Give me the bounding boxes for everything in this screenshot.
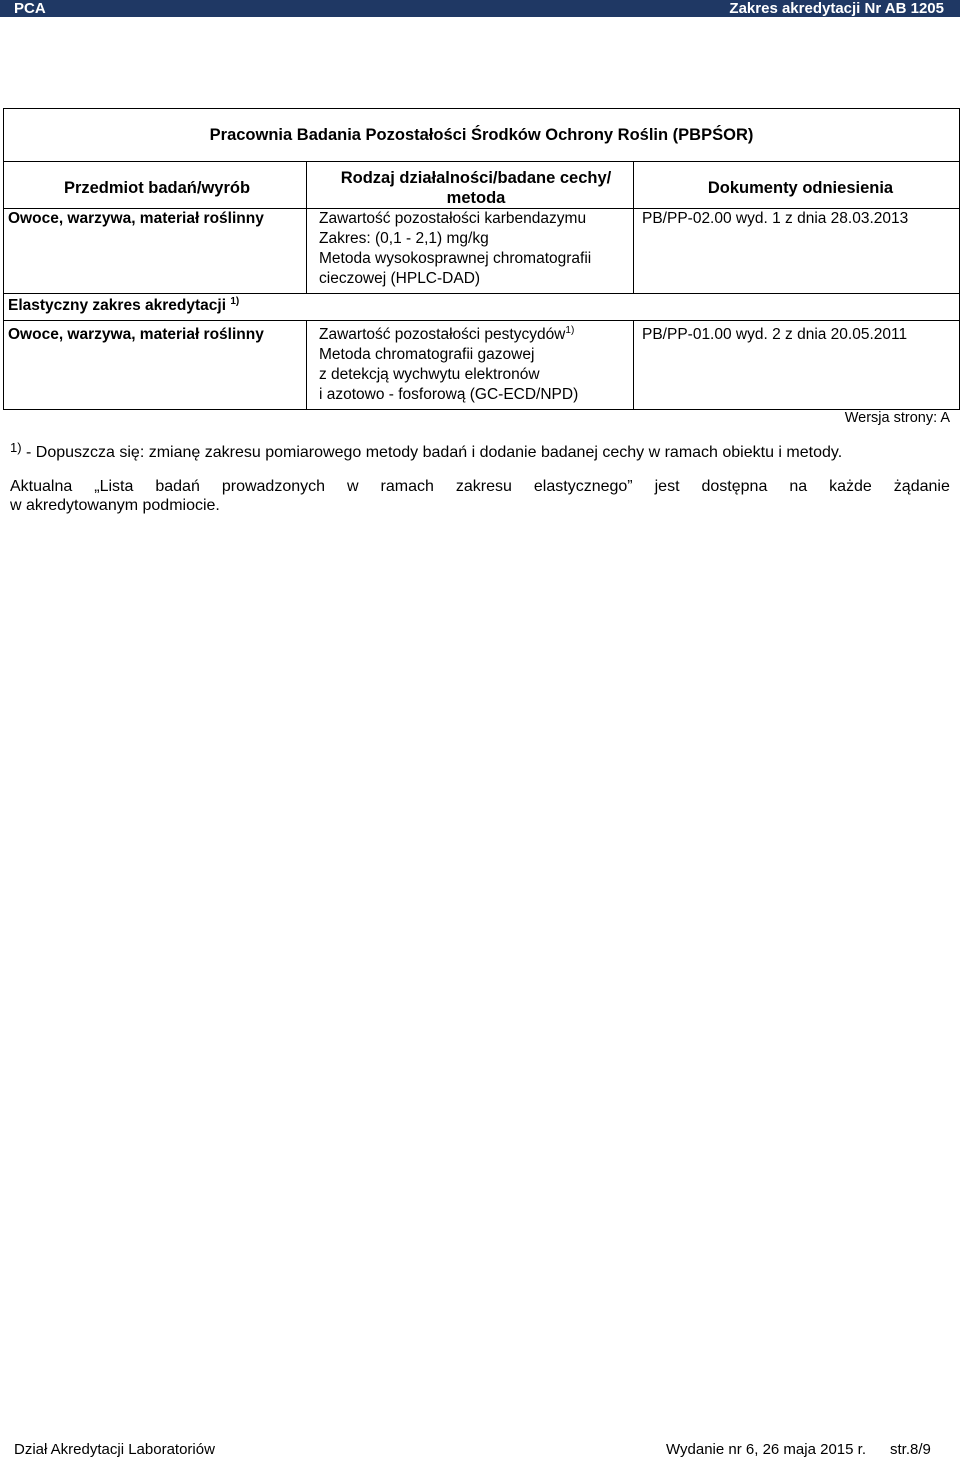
header-documents: Dokumenty odniesienia bbox=[634, 162, 960, 209]
header-activity: Rodzaj działalności/badane cechy/ metoda bbox=[307, 162, 634, 209]
row2-document: PB/PP-01.00 wyd. 2 z dnia 20.05.2011 bbox=[634, 321, 960, 410]
flex-scope-paragraph bbox=[10, 477, 950, 515]
row1-subject: Owoce, warzywa, materiał roślinny bbox=[4, 209, 307, 294]
footnote-marker: 1) bbox=[10, 440, 22, 455]
header-title: Zakres akredytacji Nr AB 1205 bbox=[729, 0, 944, 17]
scope-table bbox=[3, 108, 960, 410]
page-version: Wersja strony: A bbox=[844, 410, 950, 426]
table-header-row bbox=[4, 162, 960, 209]
paragraph-line-1: Aktualna „Lista badań prowadzonych w ramach zakresu elastycznego” jest dostępna na każde żądanie bbox=[10, 478, 950, 495]
row1-method: Zawartość pozostałości karbendazymu Zakres: (0,1 - 2,1) mg/kg Metoda wysokosprawnej chromatografii cieczowej (HPLC-DAD) bbox=[307, 209, 634, 294]
flex-scope-row bbox=[4, 294, 960, 321]
footer-department: Dział Akredytacji Laboratoriów bbox=[14, 1441, 215, 1458]
page-header bbox=[0, 0, 960, 17]
footer-edition: Wydanie nr 6, 26 maja 2015 r. bbox=[666, 1441, 866, 1458]
footer-page-number: str.8/9 bbox=[890, 1441, 931, 1458]
row2-method: Zawartość pozostałości pestycydów$^{1)}$ Metoda chromatografii gazowej z detekcją wychwytu elektronów i azotowo - fosforową (GC-ECD/NPD) bbox=[307, 321, 634, 410]
row2-subject: Owoce, warzywa, materiał roślinny bbox=[4, 321, 307, 410]
table-row bbox=[4, 209, 960, 294]
row1-document: PB/PP-02.00 wyd. 1 z dnia 28.03.2013 bbox=[634, 209, 960, 294]
footnote bbox=[10, 440, 950, 462]
footnote-text: - Dopuszcza się: zmianę zakresu pomiarowego metody badań i dodanie badanej cechy w ramach obiektu i metody. bbox=[21, 444, 843, 461]
header-org: PCA bbox=[14, 0, 46, 17]
table-row bbox=[4, 321, 960, 410]
header-subject: Przedmiot badań/wyrób bbox=[4, 162, 307, 209]
paragraph-line-2: w akredytowanym podmiocie. bbox=[10, 497, 220, 514]
flex-scope-label: Elastyczny zakres akredytacji $^{1)}$ bbox=[4, 294, 960, 321]
lab-caption: Pracownia Badania Pozostałości Środków Ochrony Roślin (PBPŚOR) bbox=[4, 109, 960, 162]
